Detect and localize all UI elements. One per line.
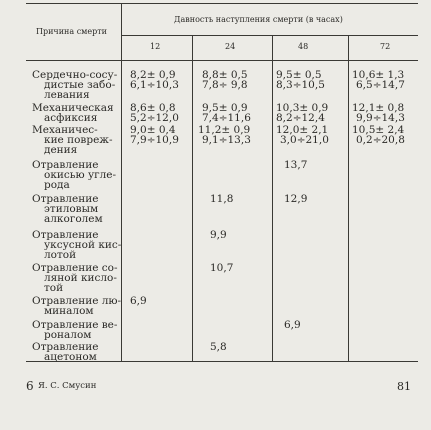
hour-header-72: 72 xyxy=(380,42,391,51)
cell-24h-value: 11,8 xyxy=(210,193,234,205)
cell-72h-range: 9,9÷14,3 xyxy=(356,112,405,124)
cause-line: лотой xyxy=(44,249,77,261)
cell-12h-range: 7,9÷10,9 xyxy=(130,134,179,146)
hours-rule xyxy=(121,35,418,36)
cause-line: дения xyxy=(44,144,78,156)
hour-header-24: 24 xyxy=(225,42,236,51)
cell-72h-mean: 10,6± 1,3 xyxy=(352,69,405,81)
data-table xyxy=(26,0,418,362)
cause-line: Отравление xyxy=(32,159,99,171)
cause-line: асфиксия xyxy=(44,112,98,124)
cause-line: дистые забо- xyxy=(44,79,116,91)
cell-24h-mean: 9,5± 0,9 xyxy=(202,102,248,114)
col-rule-3 xyxy=(272,35,273,361)
col-rule-2 xyxy=(192,35,193,361)
cause-line: окисью угле- xyxy=(44,169,117,181)
cause-line: этиловым xyxy=(44,203,99,215)
cell-12h-mean: 9,0± 0,4 xyxy=(130,124,176,136)
cell-72h-mean: 12,1± 0,8 xyxy=(352,102,405,114)
cause-line: миналом xyxy=(44,305,94,317)
cell-24h-mean: 8,8± 0,5 xyxy=(202,69,248,81)
table-top-rule xyxy=(26,3,418,4)
cell-24h-range: 7,8÷ 9,8 xyxy=(202,79,248,91)
header-bottom-rule xyxy=(26,60,418,61)
cause-line: Отравление xyxy=(32,229,99,241)
cause-line: рода xyxy=(44,179,70,191)
cell-24h-range: 9,1÷13,3 xyxy=(202,134,251,146)
cause-line: Отравление ве- xyxy=(32,319,118,331)
cell-24h-value: 9,9 xyxy=(210,229,227,241)
hour-header-12: 12 xyxy=(150,42,161,51)
cause-line: Механичес- xyxy=(32,124,98,136)
cell-48h-range: 3,0÷21,0 xyxy=(280,134,329,146)
cell-48h-range: 8,2÷12,4 xyxy=(276,112,325,124)
cause-line: Сердечно-сосу- xyxy=(32,69,118,81)
cause-line: роналом xyxy=(44,329,92,341)
cause-line: Отравление лю- xyxy=(32,295,122,307)
cause-line: той xyxy=(44,282,64,294)
cell-48h-value: 12,9 xyxy=(284,193,308,205)
duration-group-header: Давность наступления смерти (в часах) xyxy=(174,15,343,24)
cell-12h-mean: 8,6± 0,8 xyxy=(130,102,176,114)
cell-12h-range: 6,1÷10,3 xyxy=(130,79,179,91)
cause-line: Отравление со- xyxy=(32,262,118,274)
cell-12h-mean: 8,2± 0,9 xyxy=(130,69,176,81)
cause-line: Отравление xyxy=(32,341,99,353)
cause-line: ляной кисло- xyxy=(44,272,117,284)
cell-48h-mean: 10,3± 0,9 xyxy=(276,102,329,114)
cell-72h-range: 0,2÷20,8 xyxy=(356,134,405,146)
cell-48h-mean: 12,0± 2,1 xyxy=(276,124,329,136)
hour-header-48: 48 xyxy=(298,42,309,51)
cell-48h-range: 8,3÷10,5 xyxy=(276,79,325,91)
cell-24h-mean: 11,2± 0,9 xyxy=(198,124,251,136)
cell-24h-value: 10,7 xyxy=(210,262,234,274)
cell-12h-range: 5,2÷12,0 xyxy=(130,112,179,124)
cause-line: ацетоном xyxy=(44,351,97,363)
col-rule-4 xyxy=(348,35,349,361)
cell-12h-value: 6,9 xyxy=(130,295,147,307)
page-number: 81 xyxy=(397,380,411,393)
col-rule-1 xyxy=(121,3,122,361)
cell-48h-value: 13,7 xyxy=(284,159,308,171)
cell-72h-range: 6,5÷14,7 xyxy=(356,79,405,91)
cause-line: левания xyxy=(44,89,90,101)
cell-24h-value: 5,8 xyxy=(210,341,227,353)
footer-author: Я. С. Смусин xyxy=(38,381,97,391)
cell-48h-value: 6,9 xyxy=(284,319,301,331)
cause-column-header: Причина смерти xyxy=(36,27,108,36)
cell-24h-range: 7,4÷11,6 xyxy=(202,112,251,124)
cell-72h-mean: 10,5± 2,4 xyxy=(352,124,405,136)
cause-line: кие повреж- xyxy=(44,134,113,146)
cause-line: Механическая xyxy=(32,102,114,114)
cause-line: уксусной кис- xyxy=(44,239,122,251)
signature-mark: 6 xyxy=(26,379,34,393)
cause-line: алкоголем xyxy=(44,213,103,225)
cause-line: Отравление xyxy=(32,193,99,205)
cell-48h-mean: 9,5± 0,5 xyxy=(276,69,322,81)
